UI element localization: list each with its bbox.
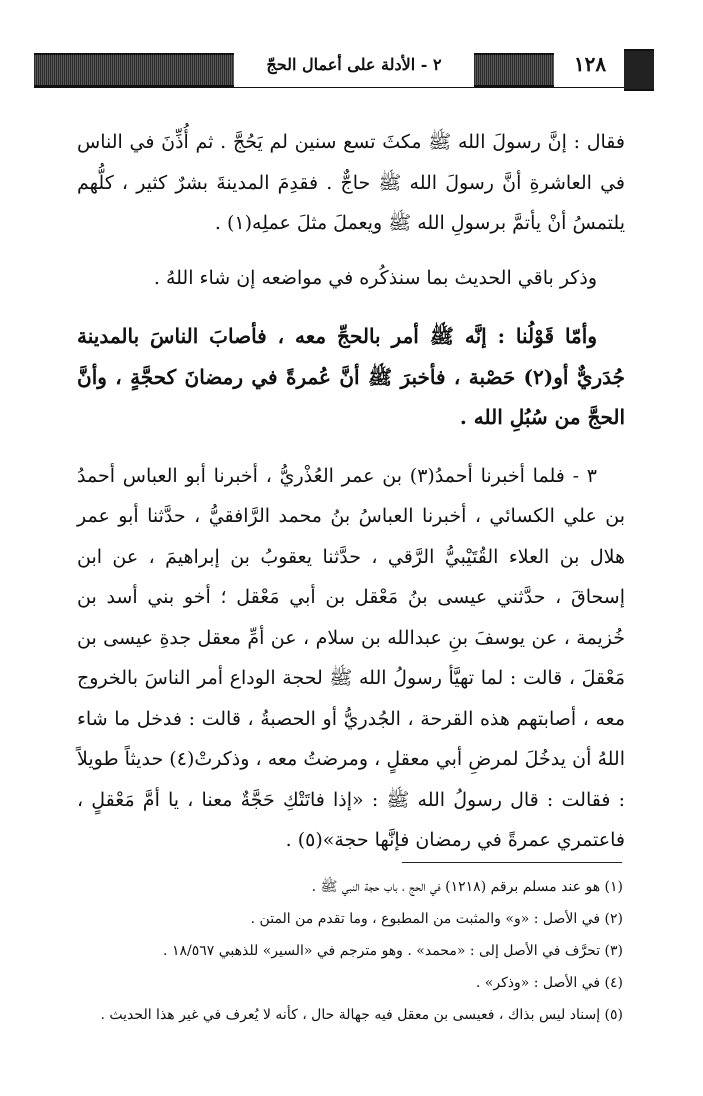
footnote-2: (٢) في الأصل : «و» والمثبت من المطبوع ، وما تقدم من المتن . [250,911,623,927]
footnote-3: (٣) تحرَّف في الأصل إلى : «محمد» . وهو مترجم في «السير» للذهبي ١٨/٥٦٧ . [163,943,623,959]
paragraph-3-heading: وأمّا قَوْلُنا : إنَّه ﷺ أمر بالحجِّ معه ، فأصابَ الناسَ بالمدينة جُدَريٌّ أو(٢) حَصْبة ، فأخبرَ ﷺ أنَّ عُمرةً في رمضانَ كحجَّةٍ ، وأنَّ الحجَّ من سُبُلِ الله . [77,324,625,429]
page-number: ١٢٨ [573,52,607,76]
footnotes [63,873,623,1033]
footnote-5: (٥) إسناد ليس بذاك ، فعيسى بن معقل فيه جهالة حال ، كأنه لا يُعرف في غير هذا الحديث . [100,1007,623,1023]
footnote-4: (٤) في الأصل : «وذكر» . [475,975,623,991]
footnote-1: (١) هو عند مسلم برقم (١٢١٨) في الحج ، باب حجة النبي ﷺ . [311,879,623,895]
header-ornament-bar-left [34,53,234,87]
main-text [77,122,625,861]
paragraph-2: وذكر باقي الحديث بما سنذكُره في مواضعه إن شاء اللهُ . [153,266,597,289]
header-ornament-block-right [624,49,654,91]
header-title: ٢ - الأدلة على أعمال الحجّ [266,55,442,74]
header-rule [34,87,624,88]
running-header [34,47,624,91]
paragraph-1: فقال : إنَّ رسولَ الله ﷺ مكثَ تسع سنين لم يَحُجَّ . ثم أُذِّنَ في الناس في العاشرةِ أنَّ رسولَ الله ﷺ حاجٌّ . فقدِمَ المدينةَ بشرٌ كثير ، كلُّهم يلتمسُ أنْ يأتمَّ برسولِ الله ﷺ ويعملَ مثلَ عملِه(١) . [77,131,625,234]
paragraph-4-hadith: ٣ - فلما أخبرنا أحمدُ(٣) بن عمر العُذْريُّ ، أخبرنا أبو العباس أحمدُ بن علي الكسائي ، أخبرنا العباسُ بنُ محمد الرَّافقيُّ ، حدَّثنا أبو عمر هلال بن العلاء القُتَيْبيُّ الرَّقي ، حدَّثنا يعقوبُ بن إبراهيمَ ، عن ابن إسحاقَ ، حدَّثني عيسى بنُ مَعْقل بن أبي مَعْقل ؛ أخو بني أسد بن خُزيمة ، عن يوسفَ بنِ عبدالله بن سلام ، عن أمِّ معقل جدةِ عيسى بن مَعْقلَ ، قالت : لما تهيَّأ رسولُ الله ﷺ لحجة الوداع أمر الناسَ بالخروج معه ، أصابتهم هذه القرحة ، الجُدريُّ أو الحصبةُ ، قالت : فدخل ما شاء اللهُ أن يدخُلَ لمرضِ أبي معقلٍ ، ومرضتُ معه ، وذكرتْ(٤) حديثاً طويلاً : فقالت : قال رسولُ الله ﷺ : «إذا فاتَتْكِ حَجَّةٌ معنا ، يا أمَّ مَعْقلٍ ، فاعتمري عمرةً في رمضان فإنَّها حجة»(٥) . [77,464,625,851]
footnote-separator [402,862,622,863]
header-ornament-bar-middle [474,53,554,87]
